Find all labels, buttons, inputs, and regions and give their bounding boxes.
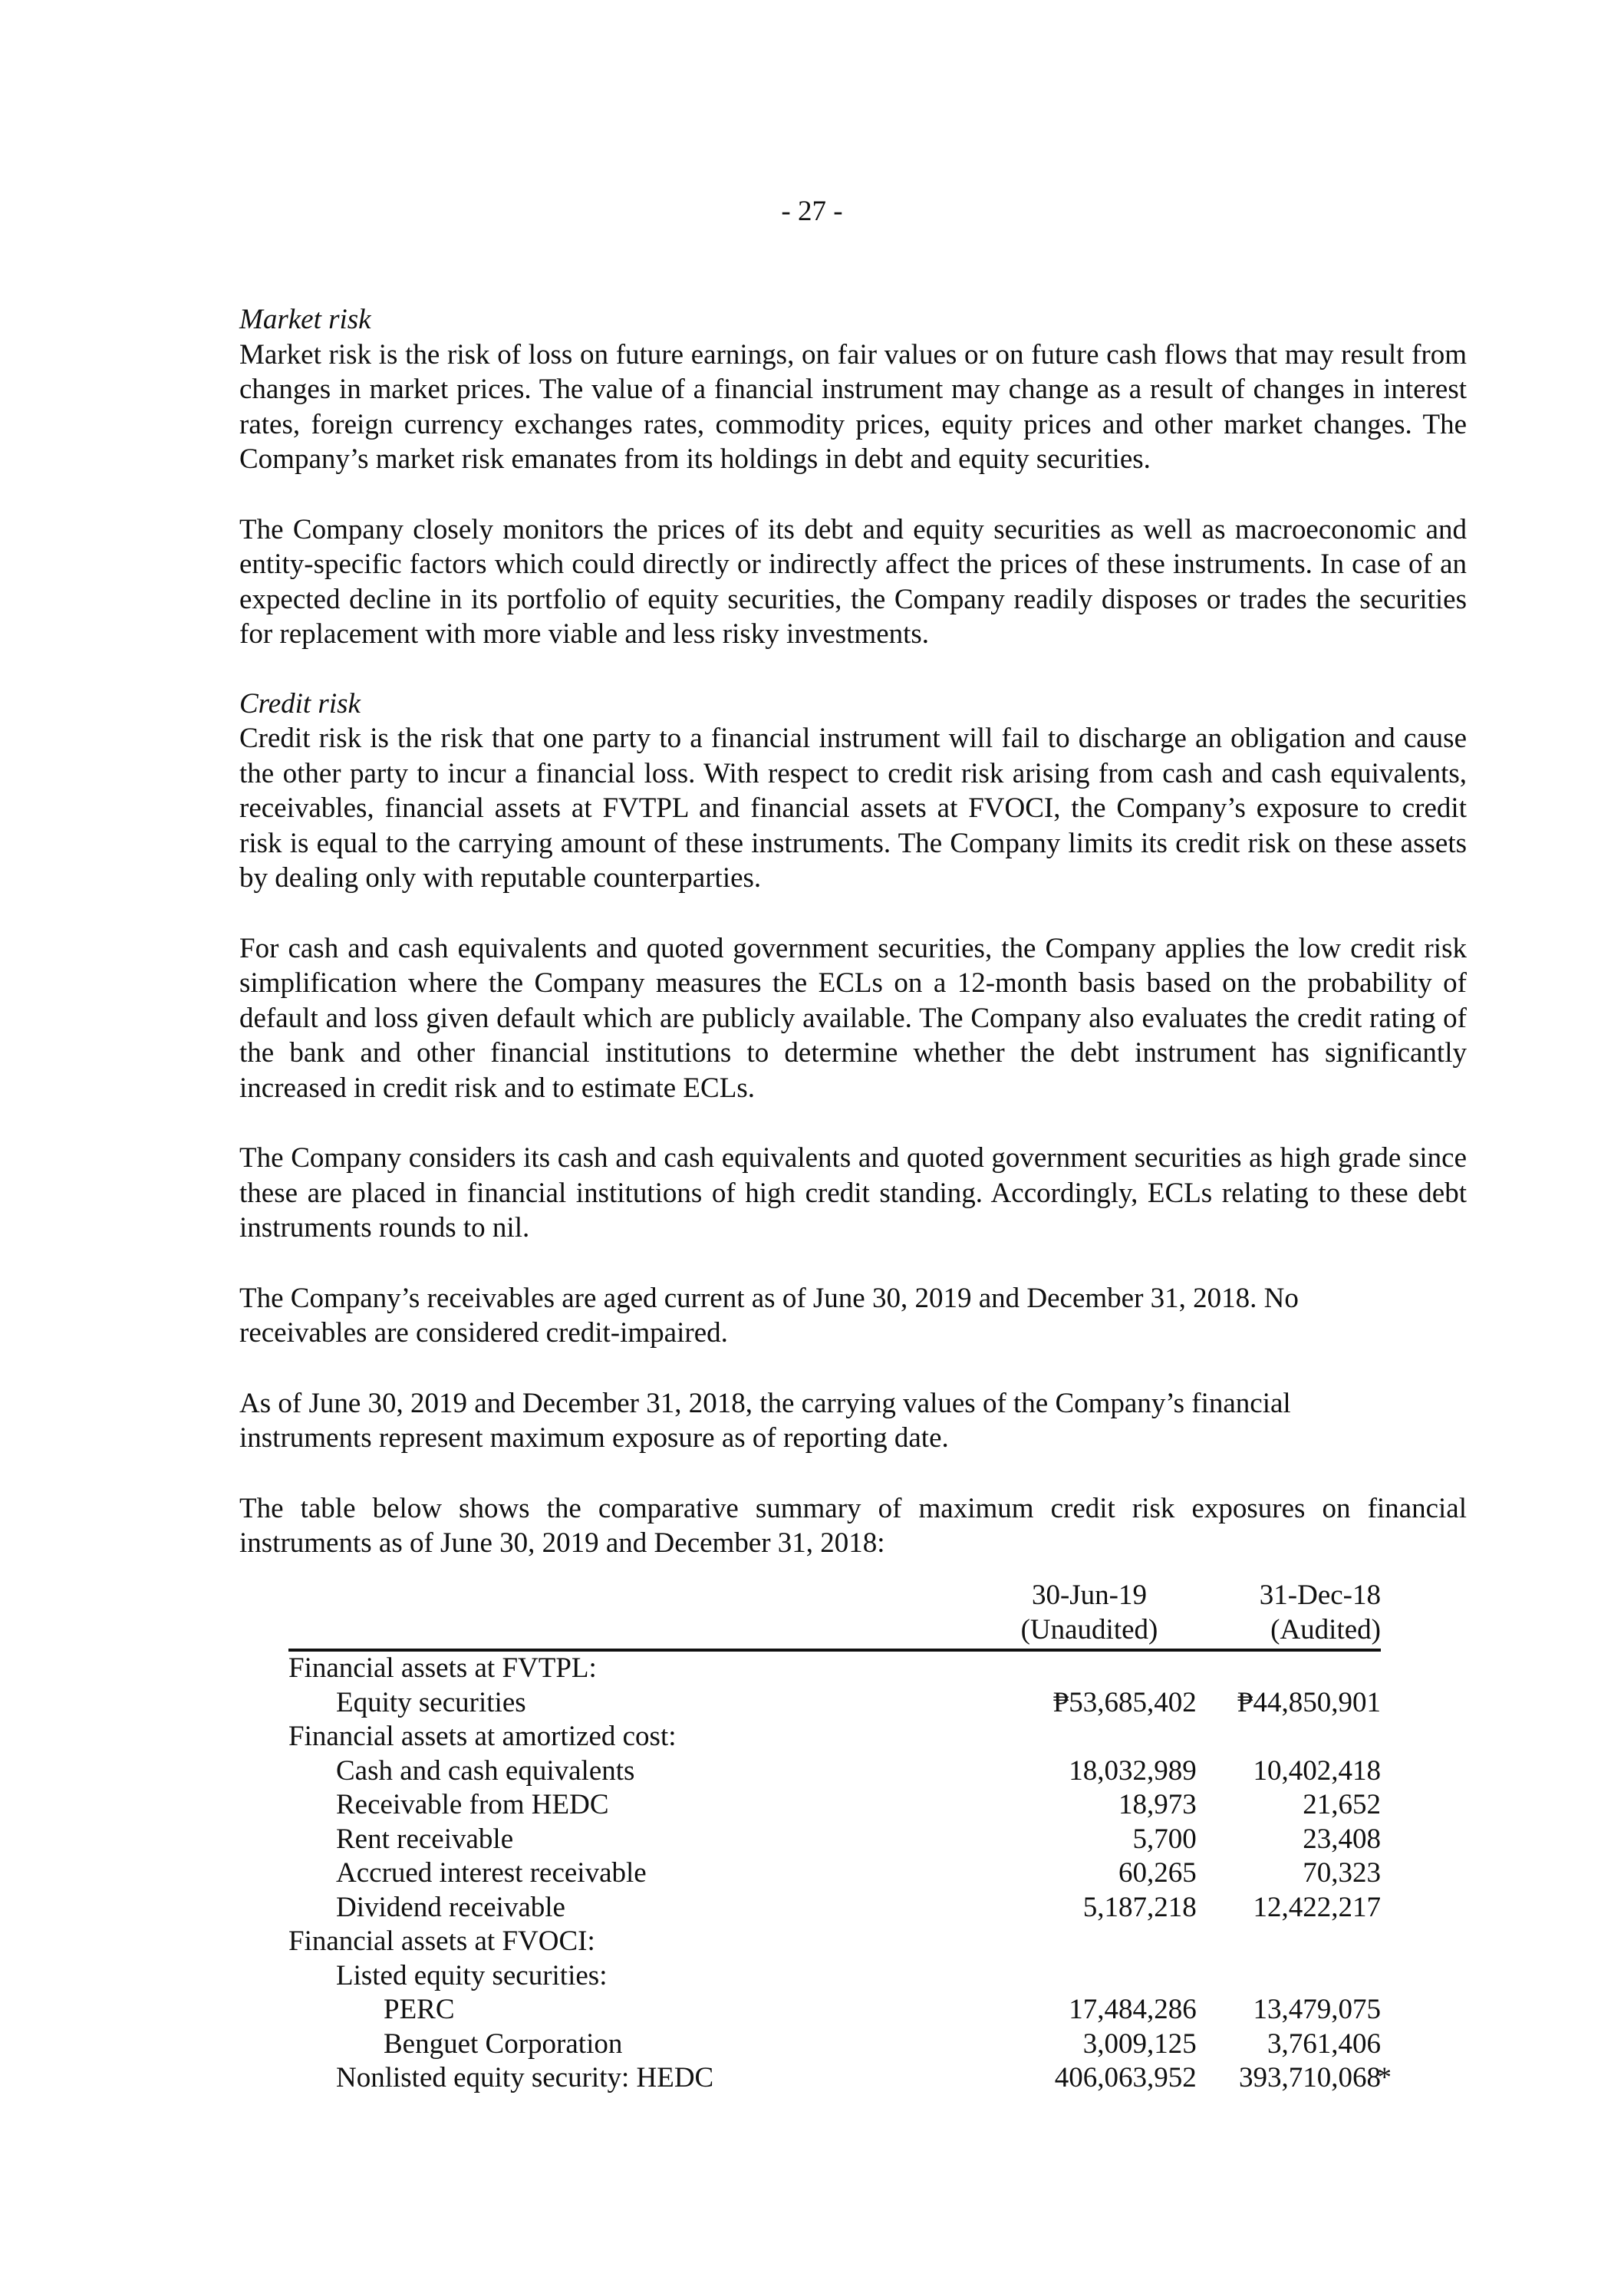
row-previous-value: 21,652	[1303, 1789, 1381, 1820]
row-current-value: 5,700	[1132, 1823, 1197, 1855]
table-row	[288, 1788, 1381, 1823]
row-current-value	[982, 1925, 1197, 1959]
credit-risk-paragraph-3: The Company considers its cash and cash equivalents and quoted government securities as high grade since these are placed in financial institutions of high credit standing. Accordingly, ECLs relating to these debt instruments rounds to nil.	[239, 1142, 1467, 1244]
row-label: Financial assets at amortized cost:	[288, 1721, 677, 1752]
table-row	[288, 2028, 1381, 2062]
row-label: Dividend receivable	[336, 1891, 565, 1923]
row-previous-value: ₱44,850,901	[1237, 1686, 1381, 1718]
row-previous-value	[1197, 1925, 1381, 1959]
page-number: - 27 -	[781, 196, 843, 227]
row-current-value: 60,265	[1118, 1857, 1197, 1889]
market-risk-heading: Market risk	[239, 304, 371, 335]
market-risk-paragraph-1: Market risk is the risk of loss on future earnings, on fair values or on future cash flows that may result from changes in market prices. The value of a financial instrument may change as a result of changes in interest rates, foreign currency exchanges rates, commodity prices, equity prices and other market changes. The Company’s market risk emanates from its holdings in debt and equity securities.	[239, 338, 1467, 475]
credit-risk-paragraph-4: The Company’s receivables are aged current as of June 30, 2019 and December 31, 2018. No receivables are considered credit-impaired.	[239, 1282, 1299, 1349]
row-previous-value	[1197, 1720, 1381, 1754]
row-previous-value: 23,408	[1303, 1823, 1381, 1855]
table-row	[288, 1650, 1381, 1686]
header-previous-date: 31-Dec-18	[1259, 1580, 1381, 1611]
table-row	[288, 1686, 1381, 1721]
row-current-value: 3,009,125	[1082, 2028, 1197, 2060]
row-label: Listed equity securities:	[336, 1959, 608, 1991]
row-label: Rent receivable	[336, 1823, 514, 1855]
credit-risk-heading: Credit risk	[239, 687, 361, 720]
row-label: Nonlisted equity security: HEDC	[336, 2062, 714, 2093]
row-label: PERC	[384, 1994, 455, 2025]
table-row	[288, 1891, 1381, 1925]
header-label-spacer	[288, 1613, 982, 1651]
row-previous-value: 70,323	[1303, 1857, 1381, 1889]
row-current-value: 18,973	[1118, 1789, 1197, 1820]
table-row	[288, 1754, 1381, 1789]
row-previous-value: 13,479,075	[1253, 1994, 1381, 2025]
header-label-spacer	[288, 1579, 982, 1613]
row-label: Benguet Corporation	[384, 2028, 623, 2060]
row-label: Receivable from HEDC	[336, 1789, 609, 1820]
credit-risk-paragraph-6: The table below shows the comparative summary of maximum credit risk exposures on financial instruments as of June 30, 2019 and December 31, 2018:	[239, 1492, 1467, 1559]
row-previous-value: 10,402,418	[1253, 1754, 1381, 1787]
header-current-date: 30-Jun-19	[1031, 1580, 1147, 1611]
table-row	[288, 1959, 1381, 1994]
table-header-row-dates	[288, 1579, 1381, 1613]
row-previous-value: 12,422,217	[1253, 1891, 1381, 1923]
table-row	[288, 1925, 1381, 1959]
row-previous-value	[1197, 1959, 1381, 1994]
header-current-status: (Unaudited)	[982, 1613, 1197, 1651]
table-header-row-status	[288, 1613, 1381, 1651]
row-label: Financial assets at FVOCI:	[288, 1925, 595, 1957]
market-risk-paragraph-2: The Company closely monitors the prices of its debt and equity securities as well as macroeconomic and entity-specific factors which could directly or indirectly affect the prices of these instruments. In case of an expected decline in its portfolio of equity securities, the Company readily disposes or trades the securities for replacement with more viable and less risky investments.	[239, 513, 1467, 650]
table-row	[288, 1823, 1381, 1857]
row-label: Cash and cash equivalents	[336, 1754, 635, 1787]
header-previous-status: (Audited)	[1197, 1613, 1381, 1651]
credit-risk-paragraph-5: As of June 30, 2019 and December 31, 2018, the carrying values of the Company’s financial instruments represent maximum exposure as of reporting date.	[239, 1387, 1291, 1454]
row-current-value: ₱53,685,402	[1052, 1686, 1197, 1718]
row-current-value: 5,187,218	[1082, 1891, 1197, 1923]
row-current-value: 17,484,286	[1069, 1994, 1197, 2025]
row-current-value	[982, 1959, 1197, 1994]
row-label: Financial assets at FVTPL:	[288, 1652, 597, 1684]
row-previous-value-cell	[1197, 2061, 1392, 2096]
row-current-value	[982, 1720, 1197, 1754]
table-row	[288, 1856, 1381, 1891]
row-previous-value: 393,710,068	[1239, 2062, 1381, 2093]
table-row	[288, 2061, 1381, 2096]
row-previous-value: 3,761,406	[1267, 2028, 1381, 2060]
footnote-asterisk: *	[1377, 2062, 1392, 2093]
document-body	[239, 302, 1467, 1596]
credit-risk-paragraph-2: For cash and cash equivalents and quoted government securities, the Company applies the low credit risk simplification where the Company measures the ECLs on a 12-month basis based on the probability of default and loss given default which are publicly available. The Company also evaluates the credit rating of the bank and other financial institutions to determine whether the debt instrument has significantly increased in credit risk and to estimate ECLs.	[239, 932, 1467, 1104]
table-row	[288, 1993, 1381, 2028]
table-row	[288, 1720, 1381, 1754]
row-current-value	[982, 1650, 1197, 1686]
row-current-value: 406,063,952	[1054, 2062, 1197, 2093]
row-label: Accrued interest receivable	[336, 1857, 647, 1889]
row-previous-value	[1197, 1650, 1381, 1686]
credit-exposure-table	[288, 1579, 1392, 2096]
row-label: Equity securities	[336, 1686, 526, 1718]
row-current-value: 18,032,989	[1069, 1754, 1197, 1787]
credit-risk-paragraph-1: Credit risk is the risk that one party to a financial instrument will fail to discharge an obligation and cause the other party to incur a financial loss. With respect to credit risk arising from cash and cash equivalents, receivables, financial assets at FVTPL and financial assets at FVOCI, the Company’s exposure to credit risk is equal to the carrying amount of these instruments. The Company limits its credit risk on these assets by dealing only with reputable counterparties.	[239, 723, 1467, 894]
